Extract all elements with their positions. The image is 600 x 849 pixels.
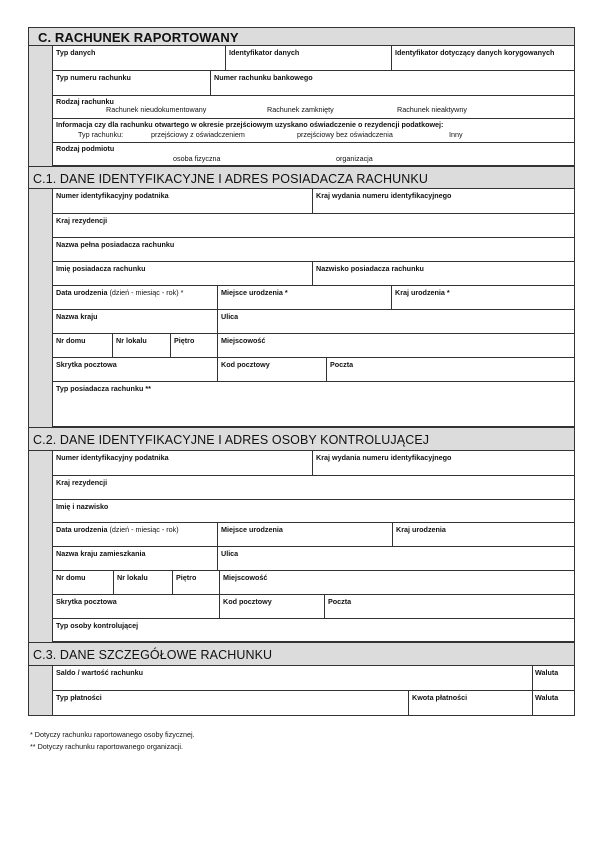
- c2-label-data-text: Data urodzenia: [56, 525, 108, 534]
- c2-label-ulica: Ulica: [221, 549, 239, 558]
- section-c-title: C. RACHUNEK RAPORTOWANY: [38, 30, 239, 45]
- field-rodzaj-rachunku: [52, 95, 575, 119]
- c3-label-kwota-platnosci: Kwota płatności: [412, 693, 468, 702]
- c3-field-waluta-saldo[interactable]: [532, 665, 575, 691]
- option-rachunek-nieudokumentowany[interactable]: Rachunek nieudokumentowany: [106, 105, 207, 114]
- c2-field-nr-domu[interactable]: [52, 570, 114, 595]
- c1-field-data-urodzenia[interactable]: [52, 285, 218, 310]
- c1-label-imie: Imię posiadacza rachunku: [56, 264, 146, 273]
- c1-label-nip: Numer identyfikacyjny podatnika: [56, 191, 169, 200]
- c1-label-typ-posiadacza: Typ posiadacza rachunku **: [56, 384, 151, 393]
- footnote-2: ** Dotyczy rachunku raportowanego organizacji.: [30, 742, 184, 751]
- option-osoba-fizyczna[interactable]: osoba fizyczna: [173, 154, 221, 163]
- label-identyfikator-danych: Identyfikator danych: [229, 48, 300, 57]
- c2-label-nr-lokalu: Nr lokalu: [117, 573, 148, 582]
- c2-field-kraj-wydania[interactable]: [312, 450, 575, 476]
- c2-label-kraj-rezydencji: Kraj rezydencji: [56, 478, 108, 487]
- c3-field-waluta-platnosci[interactable]: [532, 690, 575, 716]
- label-rodzaj-podmiotu: Rodzaj podmiotu: [56, 144, 115, 153]
- c1-label-miejsce-urodzenia: Miejsce urodzenia *: [221, 288, 288, 297]
- c3-label-saldo: Saldo / wartość rachunku: [56, 668, 144, 677]
- c1-field-pietro[interactable]: [170, 333, 218, 358]
- c3-field-typ-platnosci[interactable]: [52, 690, 409, 716]
- section-c1-gutter: [28, 189, 53, 427]
- c1-field-nip[interactable]: [52, 188, 313, 214]
- label-informacja: Informacja czy dla rachunku otwartego w okresie przejściowym uzyskano oświadczenie o rezydencji podatkowej:: [56, 120, 444, 129]
- c1-label-kraj-rezydencji: Kraj rezydencji: [56, 216, 108, 225]
- option-organizacja[interactable]: organizacja: [336, 154, 373, 163]
- c3-field-saldo[interactable]: [52, 665, 533, 691]
- c1-label-data-text: Data urodzenia: [56, 288, 108, 297]
- c2-label-miejscowosc: Miejscowość: [223, 573, 268, 582]
- c1-label-data-format: (dzień - miesiąc - rok) *: [107, 288, 184, 297]
- field-identyfikator-danych[interactable]: [225, 45, 392, 71]
- label-numer-bankowy: Numer rachunku bankowego: [214, 73, 313, 82]
- c3-label-typ-platnosci: Typ płatności: [56, 693, 102, 702]
- c1-label-nazwa-pelna: Nazwa pełna posiadacza rachunku: [56, 240, 175, 249]
- c2-field-miejsce-urodzenia[interactable]: [217, 522, 393, 547]
- c1-label-kraj-urodzenia: Kraj urodzenia *: [395, 288, 450, 297]
- section-c3-title: C.3. DANE SZCZEGÓŁOWE RACHUNKU: [33, 648, 273, 662]
- c2-label-kod-pocztowy: Kod pocztowy: [223, 597, 272, 606]
- c2-field-typ-osoby[interactable]: [52, 618, 575, 642]
- c2-field-miejscowosc[interactable]: [219, 570, 575, 595]
- c2-label-nip: Numer identyfikacyjny podatnika: [56, 453, 169, 462]
- c2-label-data-format: (dzień - miesiąc - rok): [107, 525, 179, 534]
- c2-label-kraj-wydania: Kraj wydania numeru identyfikacyjnego: [316, 453, 452, 462]
- c2-field-nip[interactable]: [52, 450, 313, 476]
- c1-label-kod-pocztowy: Kod pocztowy: [221, 360, 270, 369]
- c2-label-poczta: Poczta: [328, 597, 352, 606]
- c2-field-pietro[interactable]: [172, 570, 220, 595]
- option-rachunek-nieaktywny[interactable]: Rachunek nieaktywny: [397, 105, 467, 114]
- field-rodzaj-podmiotu: [52, 142, 575, 166]
- section-c-gutter: [28, 46, 53, 166]
- c2-field-kraj-rezydencji[interactable]: [52, 475, 575, 500]
- c1-label-nazwisko: Nazwisko posiadacza rachunku: [316, 264, 424, 273]
- section-c2-gutter: [28, 451, 53, 642]
- c2-field-data-urodzenia[interactable]: [52, 522, 218, 547]
- c2-field-ulica[interactable]: [217, 546, 575, 571]
- c2-label-pietro: Piętro: [176, 573, 197, 582]
- c2-label-data-urodzenia: [56, 525, 179, 534]
- c1-field-miejsce-urodzenia[interactable]: [217, 285, 392, 310]
- c1-label-kraj-wydania: Kraj wydania numeru identyfikacyjnego: [316, 191, 452, 200]
- c2-label-nr-domu: Nr domu: [56, 573, 86, 582]
- field-typ-numeru[interactable]: [52, 70, 211, 96]
- c1-label-nazwa-kraju: Nazwa kraju: [56, 312, 98, 321]
- field-numer-bankowy[interactable]: [210, 70, 575, 96]
- c3-field-kwota-platnosci[interactable]: [408, 690, 533, 716]
- field-typ-danych[interactable]: [52, 45, 226, 71]
- section-c2-title: C.2. DANE IDENTYFIKACYJNE I ADRES OSOBY KONTROLUJĄCEJ: [33, 433, 430, 447]
- c1-field-nazwa-kraju[interactable]: [52, 309, 218, 334]
- c1-field-nazwisko[interactable]: [312, 261, 575, 286]
- section-c1-header: [28, 166, 575, 189]
- label-typ-danych: Typ danych: [56, 48, 96, 57]
- field-identyfikator-korygowanych[interactable]: [391, 45, 575, 71]
- c2-field-nr-lokalu[interactable]: [113, 570, 173, 595]
- c1-field-miejscowosc[interactable]: [217, 333, 575, 358]
- option-przejsciowy-bez-oswiadczenia[interactable]: przejściowy bez oświadczenia: [297, 130, 393, 139]
- section-c3-header: [28, 642, 575, 666]
- section-c-header: [28, 27, 575, 46]
- c1-label-pietro: Piętro: [174, 336, 195, 345]
- c3-label-waluta-saldo: Waluta: [535, 668, 559, 677]
- label-typ-numeru: Typ numeru rachunku: [56, 73, 131, 82]
- c2-label-typ-osoby: Typ osoby kontrolującej: [56, 621, 139, 630]
- c2-label-imie-nazwisko: Imię i nazwisko: [56, 502, 109, 511]
- c1-field-kod-pocztowy[interactable]: [217, 357, 327, 382]
- c2-label-kraj-urodzenia: Kraj urodzenia: [396, 525, 446, 534]
- c1-label-skrytka: Skrytka pocztowa: [56, 360, 117, 369]
- section-c1-title: C.1. DANE IDENTYFIKACYJNE I ADRES POSIADACZA RACHUNKU: [33, 172, 428, 186]
- c1-field-poczta[interactable]: [326, 357, 575, 382]
- label-identyfikator-korygowanych: Identyfikator dotyczący danych korygowanych: [395, 48, 555, 57]
- label-rodzaj-rachunku: Rodzaj rachunku: [56, 97, 114, 106]
- c3-label-waluta-platnosci: Waluta: [535, 693, 559, 702]
- c1-field-kraj-rezydencji[interactable]: [52, 213, 575, 238]
- c2-field-kod-pocztowy[interactable]: [219, 594, 325, 619]
- c2-field-imie-nazwisko[interactable]: [52, 499, 575, 523]
- c1-label-nr-lokalu: Nr lokalu: [116, 336, 147, 345]
- c2-field-skrytka[interactable]: [52, 594, 220, 619]
- footnote-1: * Dotyczy rachunku raportowanego osoby fizycznej.: [30, 730, 195, 739]
- label-typ-rachunku: Typ rachunku:: [78, 130, 124, 139]
- c2-field-kraj-urodzenia[interactable]: [392, 522, 575, 547]
- c1-field-nr-domu[interactable]: [52, 333, 113, 358]
- c2-label-skrytka: Skrytka pocztowa: [56, 597, 117, 606]
- option-inny[interactable]: Inny: [449, 130, 463, 139]
- form-section-c: [28, 27, 575, 716]
- c1-field-typ-posiadacza[interactable]: [52, 381, 575, 427]
- option-rachunek-zamkniety[interactable]: Rachunek zamknięty: [267, 105, 334, 114]
- section-c2-header: [28, 427, 575, 451]
- c2-field-nazwa-kraju[interactable]: [52, 546, 218, 571]
- c1-field-ulica[interactable]: [217, 309, 575, 334]
- c1-label-miejscowosc: Miejscowość: [221, 336, 266, 345]
- c1-field-nazwa-pelna[interactable]: [52, 237, 575, 262]
- c1-field-skrytka[interactable]: [52, 357, 218, 382]
- section-c3-gutter: [28, 666, 53, 716]
- c1-field-nr-lokalu[interactable]: [112, 333, 171, 358]
- option-przejsciowy-z-oswiadczeniem[interactable]: przejściowy z oświadczeniem: [151, 130, 245, 139]
- c2-label-nazwa-kraju: Nazwa kraju zamieszkania: [56, 549, 146, 558]
- c2-label-miejsce-urodzenia: Miejsce urodzenia: [221, 525, 283, 534]
- c1-field-imie[interactable]: [52, 261, 313, 286]
- c1-label-ulica: Ulica: [221, 312, 239, 321]
- c1-label-poczta: Poczta: [330, 360, 354, 369]
- c1-field-kraj-urodzenia[interactable]: [391, 285, 575, 310]
- c1-label-data-urodzenia: [56, 288, 183, 297]
- field-informacja-rezydencja: [52, 118, 575, 143]
- c1-label-nr-domu: Nr domu: [56, 336, 86, 345]
- c1-field-kraj-wydania[interactable]: [312, 188, 575, 214]
- c2-field-poczta[interactable]: [324, 594, 575, 619]
